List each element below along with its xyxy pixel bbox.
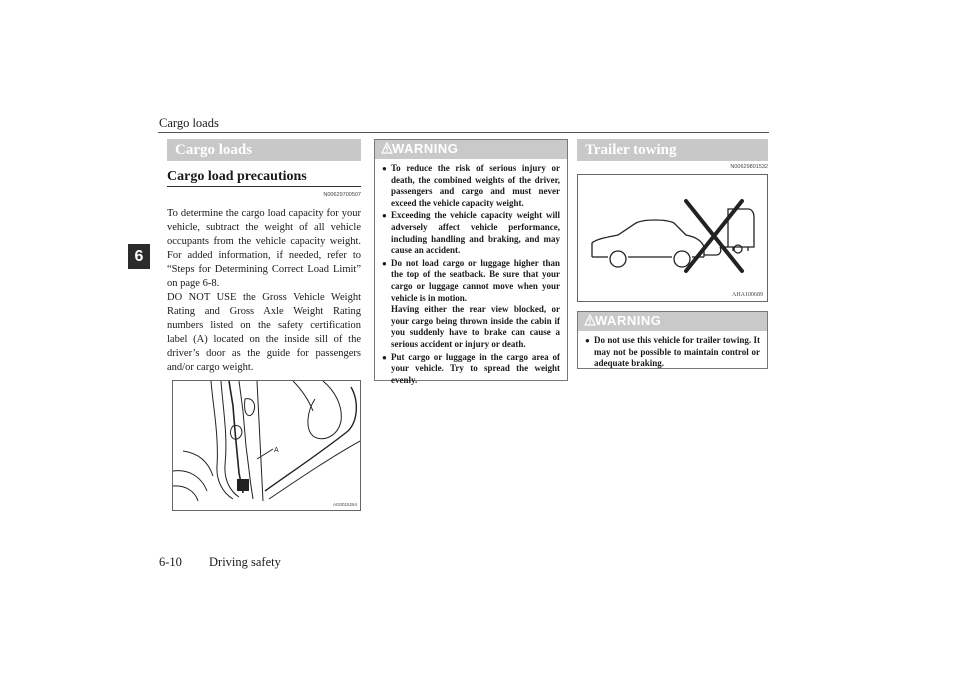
- subsection-title-cargo-load-precautions: Cargo load precautions: [167, 168, 361, 187]
- column-1: [167, 139, 361, 375]
- figure-no-trailer-towing: [577, 174, 768, 302]
- warning-header: [578, 312, 767, 331]
- page-number: 6-10: [159, 555, 182, 569]
- figure-code: AG0015264: [332, 502, 357, 507]
- warning-box-towing: [577, 311, 768, 369]
- warning-item: [382, 163, 560, 209]
- bullet-icon: ●: [585, 336, 590, 345]
- figure-door-sill-label: [172, 380, 361, 511]
- warning-text: Do not load cargo or luggage higher than the top of the seatback. Be sure that your cargo or luggage cannot move when your vehicle is in motion.: [391, 257, 560, 303]
- warning-box-cargo: [374, 139, 568, 385]
- warning-text: Exceeding the vehicle capacity weight will adversely affect vehicle performance, including handling and braking, and may cause an accident.: [391, 210, 560, 256]
- header-rule: [158, 132, 769, 133]
- warning-header: [375, 140, 567, 159]
- bullet-icon: ●: [382, 164, 387, 173]
- column-3: [577, 139, 768, 170]
- warning-text: Do not use this vehicle for trailer towing. It may not be possible to maintain control or adequate braking.: [594, 335, 760, 369]
- paragraph: To determine the cargo load capacity for your vehicle, subtract the weight of all vehicle occupants from the vehicle capacity weight. For added information, if needed, refer to “Steps for Determining Correct Load Limit” on page 6-8.: [167, 208, 361, 289]
- bullet-icon: ●: [382, 211, 387, 221]
- warning-label: WARNING: [392, 141, 459, 156]
- figure-code: AHA100689: [732, 292, 763, 298]
- footer-section: Driving safety: [209, 555, 281, 569]
- section-title-cargo-loads: Cargo loads: [167, 139, 361, 161]
- section-code: N00629700507: [323, 192, 361, 198]
- bullet-icon: ●: [382, 352, 387, 362]
- bullet-icon: ●: [382, 258, 387, 268]
- section-title-trailer-towing: Trailer towing: [577, 139, 768, 161]
- warning-list: [375, 159, 567, 392]
- body-text: [167, 207, 361, 375]
- warning-item: [382, 352, 560, 387]
- no-towing-illustration: [578, 175, 767, 301]
- page-header-title: Cargo loads: [159, 116, 219, 130]
- door-sill-illustration: [173, 381, 360, 510]
- warning-text: Put cargo or luggage in the cargo area of your vehicle. Try to spread the weight evenly.: [391, 351, 560, 385]
- warning-item: [382, 210, 560, 256]
- warning-list: [578, 331, 767, 376]
- page-footer: [159, 555, 281, 570]
- warning-label: WARNING: [595, 313, 662, 328]
- chapter-tab: 6: [128, 244, 150, 269]
- warning-text: To reduce the risk of serious injury or death, the combined weights of the driver, passengers and cargo and must never exceed the vehicle capacity weight.: [391, 163, 560, 208]
- warning-item: [382, 258, 560, 351]
- warning-item: [585, 335, 760, 370]
- paragraph: DO NOT USE the Gross Vehicle Weight Rating and Gross Axle Weight Rating numbers listed on the safety certification label (A) located on the inside sill of the driver’s door as the guide for passengers and/or cargo weight.: [167, 292, 361, 373]
- section-code: N00629801532: [730, 164, 768, 170]
- warning-text: Having either the rear view blocked, or your cargo being thrown inside the cabin if you suddenly have to brake can cause a serious accident or injury or death.: [391, 304, 560, 349]
- callout-label-a: A: [274, 447, 279, 454]
